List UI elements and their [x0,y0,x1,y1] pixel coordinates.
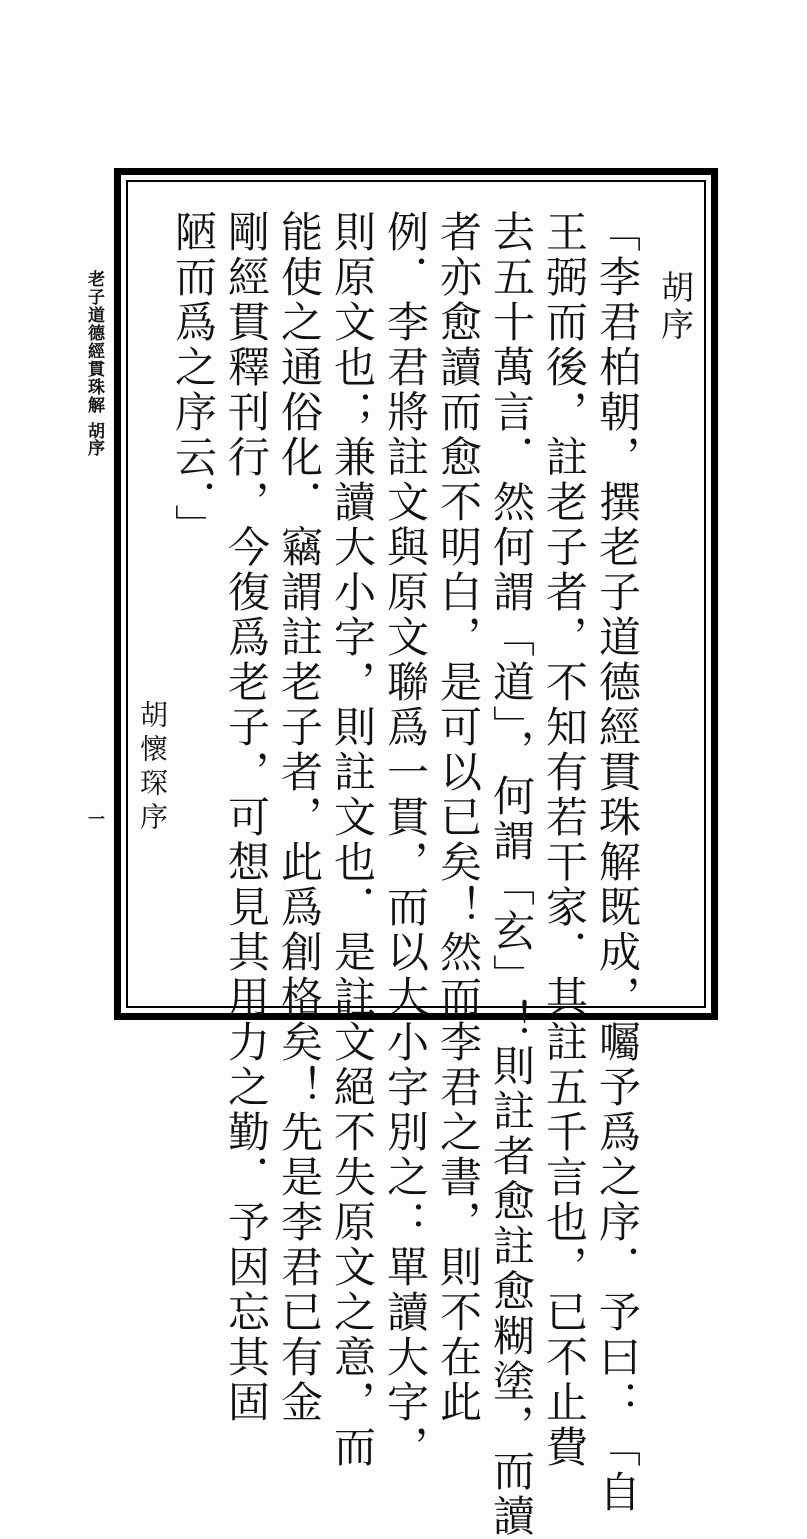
page-number: 一 [84,810,104,827]
preface-column-7: 能使之通俗化．竊謂註老子者，此爲創格矣！先是李君已有金 [275,210,324,1425]
preface-signature: 胡懷琛序 [136,700,169,836]
preface-column-1: 「李君柏朝，撰老子道德經貫珠解既成，囑予爲之序．予曰：「自 [593,210,642,1515]
preface-column-3: 去五十萬言．然何謂「道」，何謂「玄」！則註者愈註愈糊塗，而讀 [487,210,536,1539]
running-section-title: 胡序 [84,422,104,456]
preface-column-2: 王弼而後，註老子者，不知有若干家．其註五千言也，已不止費 [540,210,589,1470]
preface-title: 胡序 [656,270,695,344]
preface-column-4: 者亦愈讀而愈不明白，是可以已矣！然而李君之書，則不在此 [434,210,483,1425]
running-book-title: 老子道德經貫珠解 [84,270,104,414]
preface-column-9: 陋而爲之序云．」 [169,210,218,549]
preface-column-6: 則原文也；兼讀大小字，則註文也．是註文絕不失原文之意，而 [328,210,377,1470]
preface-column-5: 例．李君將註文與原文聯爲一貫，而以大小字別之：單讀大字， [381,210,430,1470]
preface-column-8: 剛經貫釋刊行，今復爲老子，可想見其用力之勤．予因忘其固 [222,210,271,1425]
